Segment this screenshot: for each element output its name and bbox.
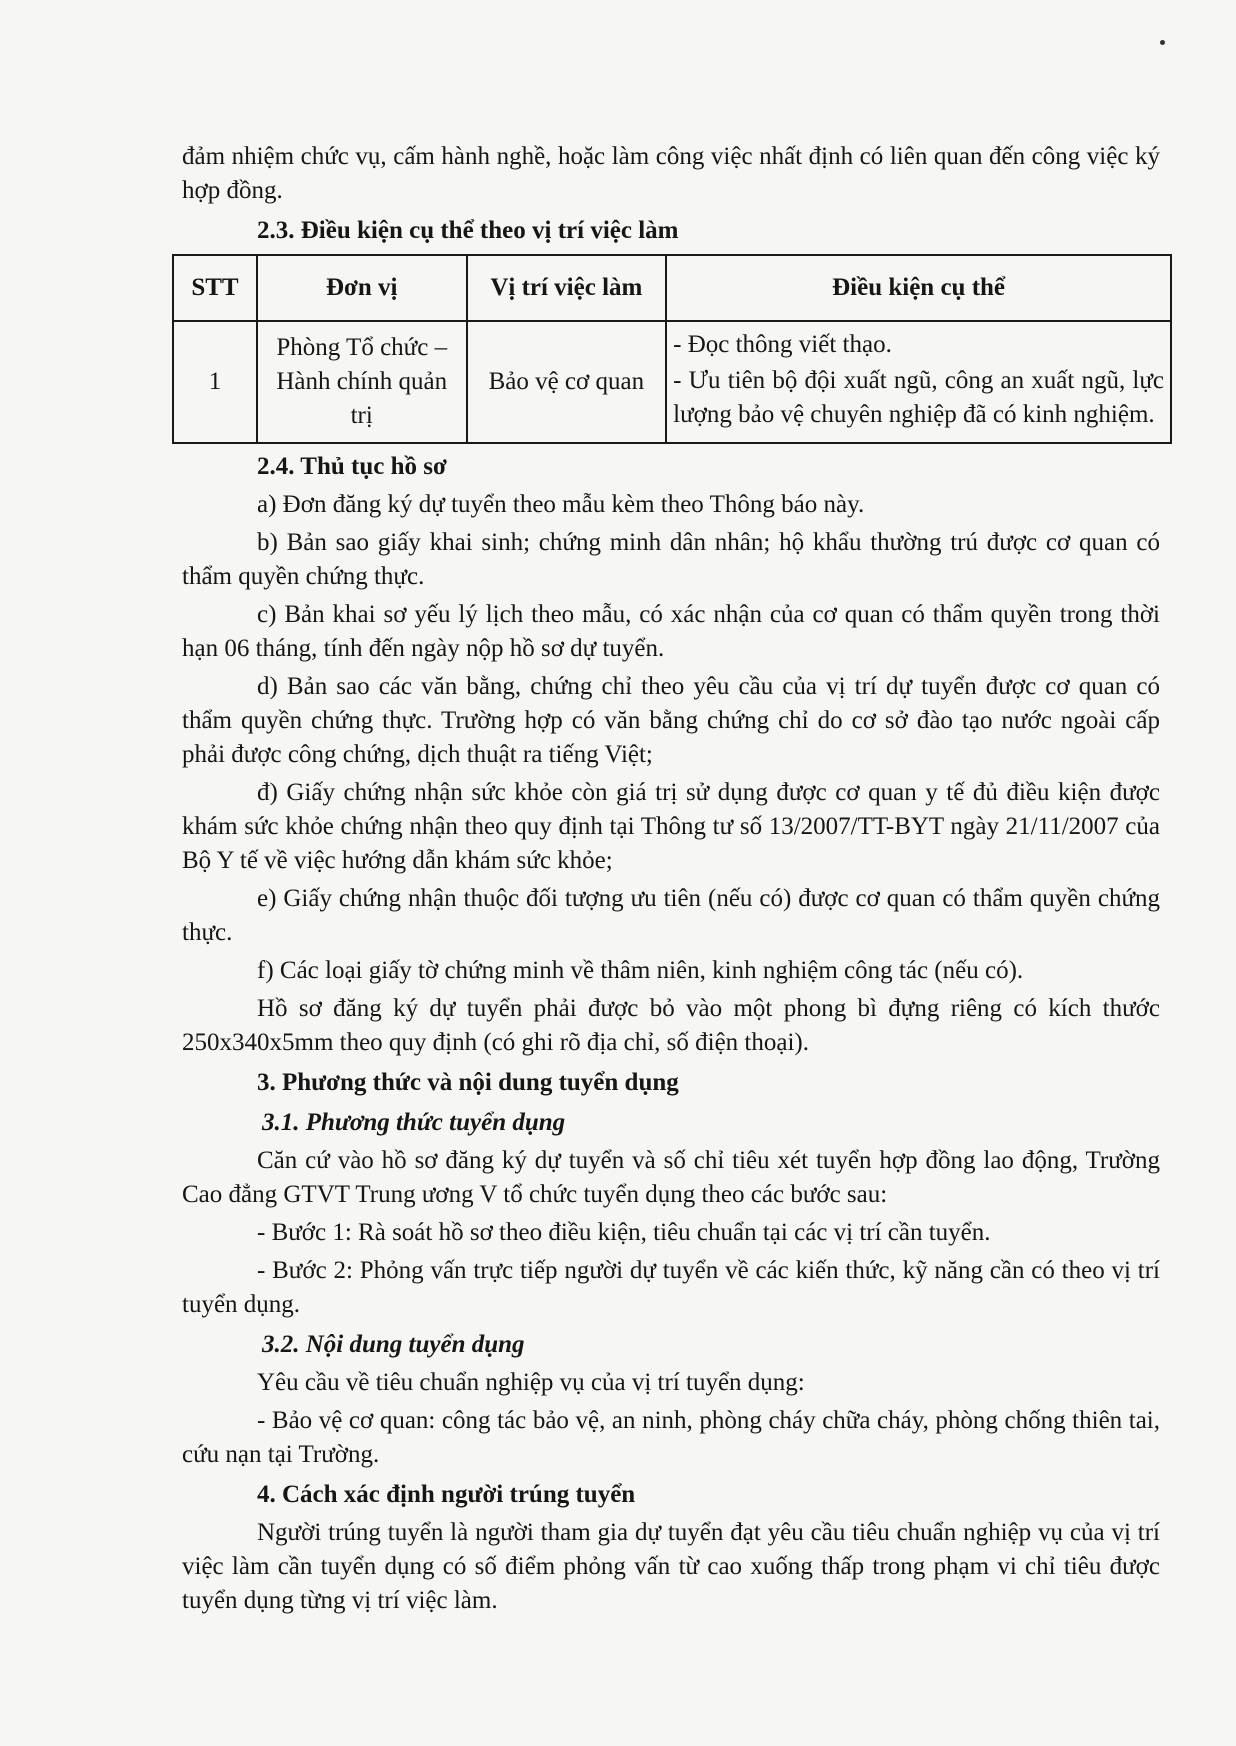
ho-so-item-dd: đ) Giấy chứng nhận sức khỏe còn giá trị sử dụng được cơ quan y tế đủ điều kiện được khám sức khỏe chứng nhận theo quy định tại Thông tư số 13/2007/TT-BYT ngày 21/11/2007 của Bộ Y tế về việc hướng dẫn khám sức khỏe; xyxy=(182,779,1160,874)
header-vi-tri: Vị trí việc làm xyxy=(467,255,667,321)
cell-stt: 1 xyxy=(173,321,257,443)
table-row xyxy=(173,321,1171,443)
condition-line: - Đọc thông viết thạo. xyxy=(673,331,892,358)
header-don-vi: Đơn vị xyxy=(257,255,467,321)
condition-line: - Ưu tiên bộ đội xuất ngũ, công an xuất ngũ, lực lượng bảo vệ chuyên nghiệp đã có kinh nghiệm. xyxy=(673,367,1164,428)
cell-don-vi: Phòng Tổ chức – Hành chính quản trị xyxy=(257,321,467,443)
paragraph-4: Người trúng tuyển là người tham gia dự tuyển đạt yêu cầu tiêu chuẩn nghiệp vụ của vị trí việc làm cần tuyển dụng có số điểm phỏng vấn từ cao xuống thấp trong phạm vi chỉ tiêu được tuyển dụng từng vị trí việc làm. xyxy=(182,1519,1160,1614)
cell-vi-tri: Bảo vệ cơ quan xyxy=(467,321,667,443)
cell-dieu-kien xyxy=(666,321,1171,443)
header-dieu-kien: Điều kiện cụ thể xyxy=(666,255,1171,321)
paragraph-3-2: Yêu cầu về tiêu chuẩn nghiệp vụ của vị trí tuyển dụng: xyxy=(257,1369,805,1396)
heading-3: 3. Phương thức và nội dung tuyển dụng xyxy=(257,1069,679,1096)
ho-so-item-d: d) Bản sao các văn bằng, chứng chỉ theo yêu cầu của vị trí dự tuyển được cơ quan có thẩm quyền chứng thực. Trường hợp có văn bằng chứng chỉ do cơ sở đào tạo nước ngoài cấp phải được công chứng, dịch thuật ra tiếng Việt; xyxy=(182,673,1160,768)
ho-so-item-a: a) Đơn đăng ký dự tuyển theo mẫu kèm theo Thông báo này. xyxy=(257,491,865,518)
heading-2-3: 2.3. Điều kiện cụ thể theo vị trí việc làm xyxy=(257,217,679,244)
scan-mark xyxy=(1160,40,1165,45)
ho-so-item-e: e) Giấy chứng nhận thuộc đối tượng ưu tiên (nếu có) được cơ quan có thẩm quyền chứng thực. xyxy=(182,885,1160,946)
step-2: - Bước 2: Phỏng vấn trực tiếp người dự tuyển về các kiến thức, kỹ năng cần có theo vị trí tuyển dụng. xyxy=(182,1257,1160,1318)
heading-3-1: 3.1. Phương thức tuyển dụng xyxy=(262,1109,566,1136)
document-body xyxy=(182,140,1164,1618)
heading-4: 4. Cách xác định người trúng tuyển xyxy=(257,1481,636,1508)
heading-3-2: 3.2. Nội dung tuyển dụng xyxy=(262,1331,525,1358)
ho-so-item-b: b) Bản sao giấy khai sinh; chứng minh dân nhân; hộ khẩu thường trú được cơ quan có thẩm quyền chứng thực. xyxy=(182,529,1160,590)
step-1: - Bước 1: Rà soát hồ sơ theo điều kiện, tiêu chuẩn tại các vị trí cần tuyển. xyxy=(257,1219,991,1246)
ho-so-item-c: c) Bản khai sơ yếu lý lịch theo mẫu, có xác nhận của cơ quan có thẩm quyền trong thời hạn 06 tháng, tính đến ngày nộp hồ sơ dự tuyển. xyxy=(182,601,1160,662)
paragraph-3-1: Căn cứ vào hồ sơ đăng ký dự tuyển và số chỉ tiêu xét tuyển hợp đồng lao động, Trường Cao đẳng GTVT Trung ương V tổ chức tuyển dụng theo các bước sau: xyxy=(182,1147,1160,1208)
table-header-row xyxy=(173,255,1171,321)
header-stt: STT xyxy=(173,255,257,321)
ho-so-item-f: f) Các loại giấy tờ chứng minh về thâm niên, kinh nghiệm công tác (nếu có). xyxy=(257,957,1024,984)
conditions-table xyxy=(172,254,1172,444)
ho-so-envelope-note: Hồ sơ đăng ký dự tuyển phải được bỏ vào một phong bì đựng riêng có kích thước 250x340x5mm theo quy định (có ghi rõ địa chỉ, số điện thoại). xyxy=(182,995,1160,1056)
paragraph-3-2-bullet: - Bảo vệ cơ quan: công tác bảo vệ, an ninh, phòng cháy chữa cháy, phòng chống thiên tai, cứu nạn tại Trường. xyxy=(182,1407,1160,1468)
intro-continuation: đảm nhiệm chức vụ, cấm hành nghề, hoặc làm công việc nhất định có liên quan đến công việc ký hợp đồng. xyxy=(182,143,1160,204)
heading-2-4: 2.4. Thủ tục hồ sơ xyxy=(257,453,447,480)
